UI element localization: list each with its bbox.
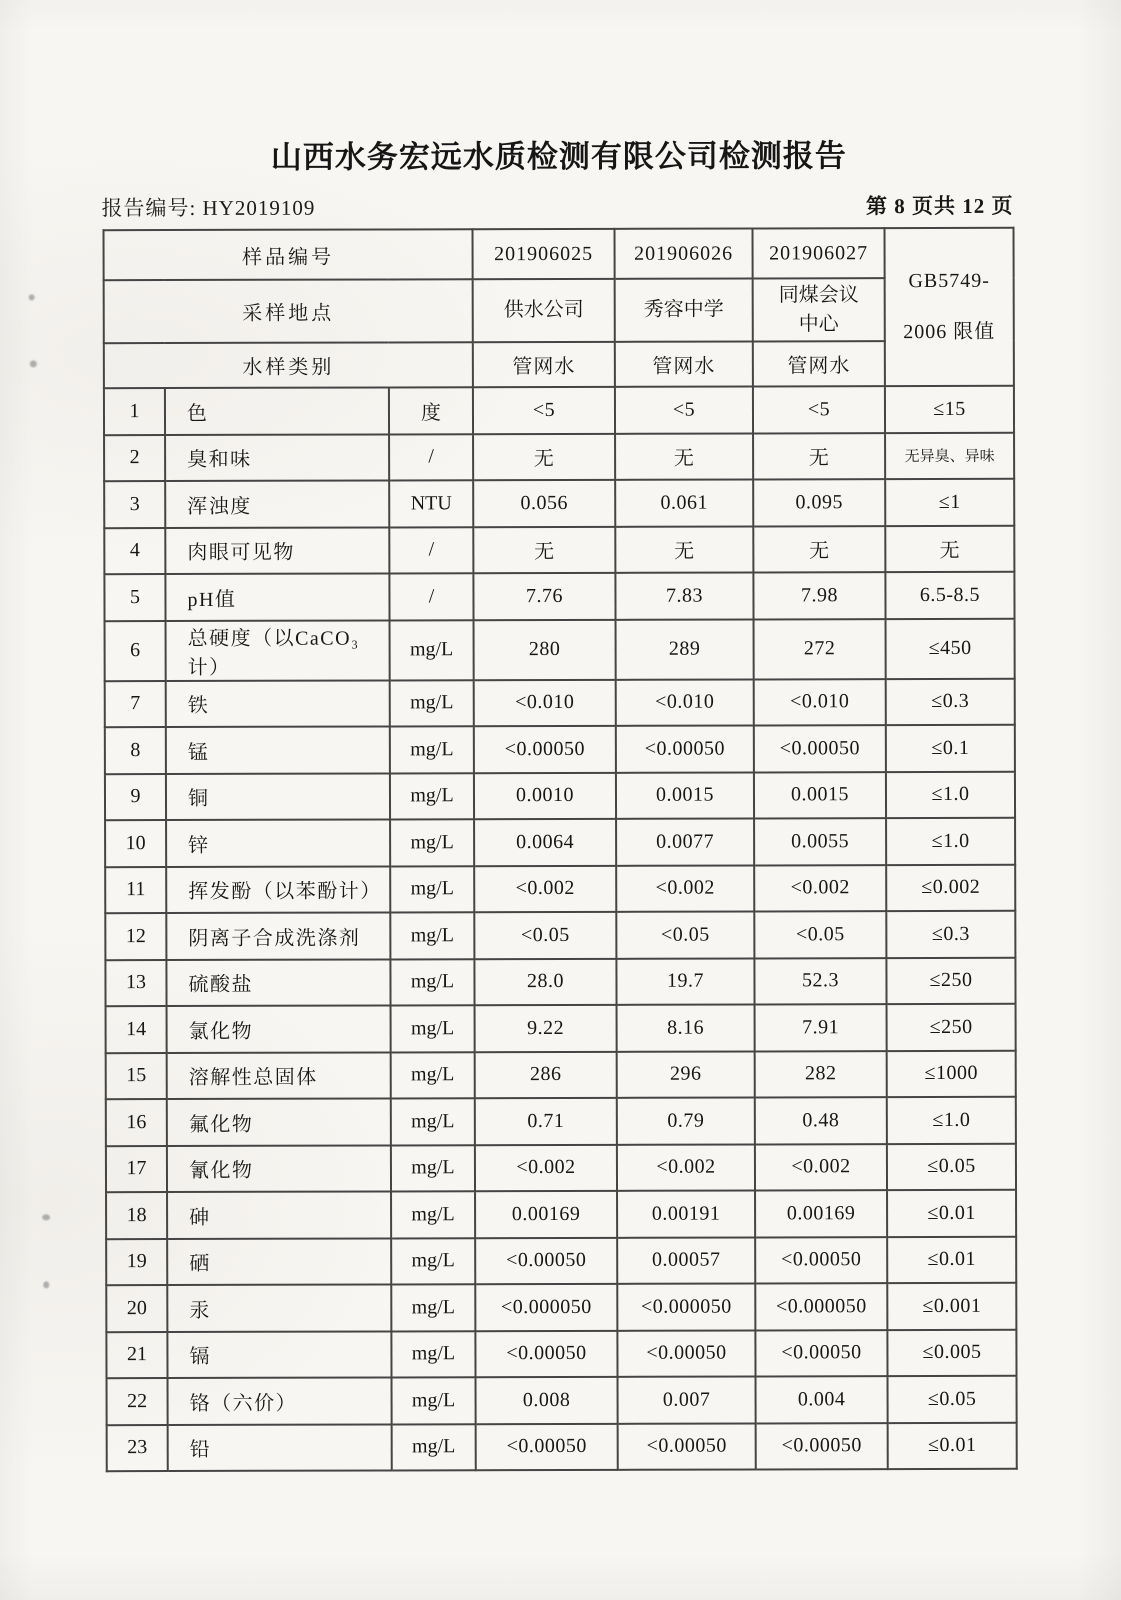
sample1-value-cell: <0.00050 bbox=[475, 1330, 617, 1377]
row-number-cell: 9 bbox=[105, 774, 166, 821]
limit-header-cell: GB5749- 2006 限值 bbox=[885, 228, 1014, 386]
param-name-cell: 砷 bbox=[167, 1191, 391, 1238]
row-number-cell: 22 bbox=[107, 1378, 168, 1425]
param-unit-cell: mg/L bbox=[390, 773, 474, 820]
param-name-cell: 挥发酚（以苯酚计） bbox=[166, 866, 390, 913]
param-unit-cell: mg/L bbox=[391, 1005, 475, 1052]
row-number-cell: 6 bbox=[105, 621, 166, 681]
table-row bbox=[106, 1143, 1016, 1192]
sample1-value-cell: 0.00169 bbox=[475, 1191, 617, 1238]
param-name-cell: 汞 bbox=[167, 1284, 391, 1331]
water-type-label-cell: 水样类别 bbox=[104, 342, 473, 388]
sample3-value-cell: <0.000050 bbox=[755, 1283, 887, 1330]
row-number-cell: 15 bbox=[106, 1053, 167, 1100]
sample2-value-cell: <0.00050 bbox=[616, 725, 754, 772]
sample2-value-cell: <0.05 bbox=[616, 911, 754, 958]
param-unit-cell: mg/L bbox=[390, 912, 474, 959]
row-number-cell: 21 bbox=[106, 1332, 167, 1379]
sample2-value-cell: 0.007 bbox=[618, 1376, 756, 1423]
row-number-cell: 23 bbox=[107, 1425, 168, 1472]
param-unit-cell: NTU bbox=[389, 480, 473, 527]
sample3-value-cell: <0.002 bbox=[754, 865, 886, 912]
sample1-value-cell: <0.00050 bbox=[474, 726, 616, 773]
param-name-cell: 总硬度（以CaCO₃计） bbox=[166, 620, 390, 681]
row-number-cell: 2 bbox=[104, 435, 165, 482]
sample2-value-cell: 无 bbox=[615, 433, 753, 480]
limit-value-cell: ≤1.0 bbox=[887, 1097, 1016, 1144]
param-unit-cell: / bbox=[389, 527, 473, 574]
report-title: 山西水务宏远水质检测有限公司检测报告 bbox=[270, 138, 847, 175]
sample1-value-cell: 0.008 bbox=[476, 1377, 618, 1424]
limit-value-cell: ≤1.0 bbox=[886, 818, 1015, 865]
table-row bbox=[106, 1050, 1016, 1099]
sample2-value-cell: 0.00057 bbox=[617, 1237, 755, 1284]
sample2-value-cell: 0.061 bbox=[615, 479, 753, 526]
row-number-cell: 14 bbox=[106, 1006, 167, 1053]
table-row bbox=[106, 1283, 1016, 1332]
sample1-location-cell: 供水公司 bbox=[473, 279, 615, 342]
sample1-value-cell: 0.71 bbox=[475, 1098, 617, 1145]
sample3-value-cell: <0.00050 bbox=[755, 1330, 887, 1377]
sample1-value-cell: 0.0064 bbox=[474, 819, 616, 866]
sample2-type-cell: 管网水 bbox=[615, 341, 753, 386]
sample1-value-cell: <0.05 bbox=[474, 912, 616, 959]
table-row bbox=[106, 1004, 1016, 1053]
param-name-cell: 氰化物 bbox=[167, 1145, 391, 1192]
row-number-cell: 17 bbox=[106, 1146, 167, 1193]
sample3-value-cell: 52.3 bbox=[754, 958, 886, 1005]
sample1-value-cell: <0.00050 bbox=[476, 1423, 618, 1470]
sample3-value-cell: 0.0015 bbox=[754, 772, 886, 819]
sample3-value-cell: 无 bbox=[753, 433, 885, 480]
param-unit-cell: mg/L bbox=[391, 1284, 475, 1331]
sample3-value-cell: 282 bbox=[755, 1051, 887, 1098]
row-number-cell: 16 bbox=[106, 1099, 167, 1146]
table-row bbox=[105, 818, 1015, 867]
sample1-value-cell: <0.002 bbox=[474, 865, 616, 912]
row-number-cell: 3 bbox=[104, 481, 165, 528]
table-row bbox=[104, 572, 1014, 621]
row-number-cell: 7 bbox=[105, 681, 166, 728]
row-number-cell: 4 bbox=[104, 528, 165, 575]
param-unit-cell: mg/L bbox=[390, 726, 474, 773]
table-row bbox=[105, 725, 1015, 774]
header-row-sample-id bbox=[104, 228, 1014, 280]
table-row bbox=[106, 1236, 1016, 1285]
sample2-value-cell: 7.83 bbox=[615, 572, 753, 619]
param-name-cell: 溶解性总固体 bbox=[167, 1052, 391, 1099]
table-row bbox=[105, 618, 1015, 680]
table-row bbox=[105, 957, 1015, 1006]
sample1-value-cell: 无 bbox=[473, 433, 615, 480]
table-row bbox=[106, 1190, 1016, 1239]
param-name-cell: 镉 bbox=[167, 1331, 391, 1378]
param-unit-cell: mg/L bbox=[390, 680, 474, 727]
sample2-value-cell: <0.000050 bbox=[617, 1283, 755, 1330]
row-number-cell: 18 bbox=[106, 1192, 167, 1239]
sample3-value-cell: 0.00169 bbox=[755, 1190, 887, 1237]
table-row bbox=[104, 525, 1014, 574]
location-label-cell: 采样地点 bbox=[104, 279, 473, 343]
row-number-cell: 5 bbox=[104, 574, 165, 621]
sample-id-label-cell: 样品编号 bbox=[104, 229, 473, 280]
row-number-cell: 11 bbox=[105, 867, 166, 914]
table-row bbox=[105, 771, 1015, 820]
sample2-value-cell: <5 bbox=[615, 386, 753, 433]
param-unit-cell: mg/L bbox=[391, 1331, 475, 1378]
row-number-cell: 8 bbox=[105, 727, 166, 774]
table-row bbox=[105, 864, 1015, 913]
sample3-value-cell: 7.98 bbox=[753, 572, 885, 619]
sample1-value-cell: <0.010 bbox=[474, 679, 616, 726]
sample1-value-cell: <0.000050 bbox=[475, 1284, 617, 1331]
limit-value-cell: 无 bbox=[885, 525, 1014, 572]
row-number-cell: 19 bbox=[106, 1239, 167, 1286]
table-row bbox=[106, 1097, 1016, 1146]
param-name-cell: 锌 bbox=[166, 819, 390, 866]
sample1-value-cell: 286 bbox=[475, 1051, 617, 1098]
param-unit-cell: / bbox=[389, 434, 473, 481]
sample3-value-cell: <0.00050 bbox=[754, 725, 886, 772]
param-name-cell: 肉眼可见物 bbox=[165, 527, 389, 574]
param-name-cell: 氯化物 bbox=[167, 1005, 391, 1052]
row-number-cell: 1 bbox=[104, 388, 165, 435]
param-unit-cell: mg/L bbox=[391, 1238, 475, 1285]
sample2-value-cell: <0.00050 bbox=[617, 1330, 755, 1377]
param-unit-cell: mg/L bbox=[390, 819, 474, 866]
param-name-cell: pH值 bbox=[165, 573, 389, 620]
sample1-value-cell: 280 bbox=[474, 619, 616, 679]
param-unit-cell: mg/L bbox=[392, 1424, 476, 1471]
sample2-value-cell: 8.16 bbox=[617, 1004, 755, 1051]
sample2-value-cell: <0.002 bbox=[617, 1144, 755, 1191]
sample3-value-cell: 272 bbox=[754, 619, 886, 679]
header-row-water-type bbox=[104, 341, 1014, 388]
report-meta-row bbox=[101, 190, 1013, 222]
limit-value-cell: ≤1.0 bbox=[886, 771, 1015, 818]
row-number-cell: 10 bbox=[105, 820, 166, 867]
report-number: 报告编号: HY2019109 bbox=[101, 195, 316, 221]
sample1-id-cell: 201906025 bbox=[473, 229, 615, 279]
sample3-id-cell: 201906027 bbox=[753, 228, 885, 278]
param-name-cell: 阴离子合成洗涤剂 bbox=[166, 912, 390, 959]
sample3-value-cell: <5 bbox=[753, 386, 885, 433]
param-name-cell: 硫酸盐 bbox=[166, 959, 390, 1006]
param-name-cell: 臭和味 bbox=[165, 434, 389, 481]
param-name-cell: 浑浊度 bbox=[165, 480, 389, 527]
limit-value-cell: ≤0.002 bbox=[886, 864, 1015, 911]
sample2-value-cell: 0.0015 bbox=[616, 772, 754, 819]
scan-speck bbox=[29, 294, 35, 300]
table-row bbox=[104, 386, 1014, 435]
sample3-value-cell: <0.00050 bbox=[756, 1423, 888, 1470]
param-name-cell: 氟化物 bbox=[167, 1098, 391, 1145]
sample3-value-cell: <0.00050 bbox=[755, 1237, 887, 1284]
sample1-value-cell: 无 bbox=[473, 526, 615, 573]
sample1-value-cell: 0.0010 bbox=[474, 772, 616, 819]
sample2-value-cell: 0.0077 bbox=[616, 818, 754, 865]
sample3-value-cell: 0.0055 bbox=[754, 818, 886, 865]
sample1-value-cell: <0.002 bbox=[475, 1144, 617, 1191]
row-number-cell: 13 bbox=[105, 960, 166, 1007]
limit-value-cell: ≤0.05 bbox=[888, 1376, 1017, 1423]
limit-value-cell: ≤0.3 bbox=[886, 678, 1015, 725]
limit-value-cell: ≤250 bbox=[887, 1004, 1016, 1051]
param-unit-cell: mg/L bbox=[391, 1098, 475, 1145]
sample1-value-cell: 7.76 bbox=[473, 573, 615, 620]
sample3-value-cell: <0.05 bbox=[754, 911, 886, 958]
limit-value-cell: ≤0.01 bbox=[888, 1422, 1017, 1469]
limit-value-cell: 6.5-8.5 bbox=[885, 572, 1014, 619]
sample2-value-cell: 0.00191 bbox=[617, 1190, 755, 1237]
sample2-id-cell: 201906026 bbox=[615, 228, 753, 278]
param-unit-cell: mg/L bbox=[390, 866, 474, 913]
sample3-value-cell: 无 bbox=[753, 526, 885, 573]
scan-speck bbox=[42, 1214, 50, 1220]
param-name-cell: 锰 bbox=[166, 726, 390, 773]
sample2-value-cell: 289 bbox=[616, 619, 754, 679]
sample3-type-cell: 管网水 bbox=[753, 341, 885, 386]
table-row bbox=[107, 1376, 1017, 1425]
sample1-value-cell: <5 bbox=[473, 387, 615, 434]
sample1-value-cell: 0.056 bbox=[473, 480, 615, 527]
sample1-type-cell: 管网水 bbox=[473, 342, 615, 387]
limit-value-cell: ≤1 bbox=[885, 479, 1014, 526]
sample2-value-cell: <0.00050 bbox=[618, 1423, 756, 1470]
table-row bbox=[104, 479, 1014, 528]
sample2-location-cell: 秀容中学 bbox=[615, 278, 753, 341]
table-row bbox=[105, 678, 1015, 727]
sample3-location-cell: 同煤会议 中心 bbox=[753, 278, 885, 341]
sample3-value-cell: <0.002 bbox=[755, 1144, 887, 1191]
sample3-value-cell: <0.010 bbox=[754, 679, 886, 726]
sample3-value-cell: 7.91 bbox=[755, 1004, 887, 1051]
scan-speck bbox=[43, 1281, 49, 1288]
row-number-cell: 12 bbox=[105, 913, 166, 960]
row-number-cell: 20 bbox=[106, 1285, 167, 1332]
table-row bbox=[106, 1329, 1016, 1378]
limit-value-cell: ≤0.001 bbox=[887, 1283, 1016, 1330]
header-row-location bbox=[104, 278, 1014, 343]
results-table bbox=[103, 227, 1018, 1472]
limit-value-cell: ≤0.01 bbox=[887, 1236, 1016, 1283]
page-indicator: 第 8 页共 12 页 bbox=[865, 193, 1014, 219]
param-name-cell: 铁 bbox=[166, 680, 390, 727]
sample3-value-cell: 0.095 bbox=[753, 479, 885, 526]
param-name-cell: 铜 bbox=[166, 773, 390, 820]
sample3-value-cell: 0.48 bbox=[755, 1097, 887, 1144]
limit-value-cell: ≤0.05 bbox=[887, 1143, 1016, 1190]
limit-value-cell: ≤1000 bbox=[887, 1050, 1016, 1097]
sample2-value-cell: <0.002 bbox=[616, 865, 754, 912]
table-row bbox=[104, 432, 1014, 481]
limit-value-cell: ≤0.3 bbox=[886, 911, 1015, 958]
sample2-value-cell: <0.010 bbox=[616, 679, 754, 726]
param-unit-cell: / bbox=[389, 573, 473, 620]
limit-value-cell: ≤450 bbox=[886, 618, 1015, 678]
param-unit-cell: mg/L bbox=[390, 959, 474, 1006]
table-row bbox=[105, 911, 1015, 960]
limit-value-cell: ≤0.005 bbox=[887, 1329, 1016, 1376]
param-unit-cell: mg/L bbox=[391, 1191, 475, 1238]
sample3-value-cell: 0.004 bbox=[756, 1376, 888, 1423]
param-name-cell: 色 bbox=[165, 387, 389, 434]
limit-value-cell: ≤0.01 bbox=[887, 1190, 1016, 1237]
sample1-value-cell: 9.22 bbox=[475, 1005, 617, 1052]
table-row bbox=[107, 1422, 1017, 1471]
param-unit-cell: mg/L bbox=[392, 1377, 476, 1424]
param-unit-cell: mg/L bbox=[390, 620, 474, 680]
limit-value-cell: 无异臭、异味 bbox=[885, 432, 1014, 479]
sample2-value-cell: 0.79 bbox=[617, 1097, 755, 1144]
sample2-value-cell: 296 bbox=[617, 1051, 755, 1098]
limit-value-cell: ≤15 bbox=[885, 386, 1014, 433]
scan-speck bbox=[30, 360, 37, 367]
sample2-value-cell: 19.7 bbox=[616, 958, 754, 1005]
sample1-value-cell: <0.00050 bbox=[475, 1237, 617, 1284]
param-unit-cell: mg/L bbox=[391, 1052, 475, 1099]
param-name-cell: 铬（六价） bbox=[168, 1377, 392, 1424]
param-name-cell: 硒 bbox=[167, 1238, 391, 1285]
limit-value-cell: ≤250 bbox=[886, 957, 1015, 1004]
sample2-value-cell: 无 bbox=[615, 526, 753, 573]
limit-value-cell: ≤0.1 bbox=[886, 725, 1015, 772]
param-name-cell: 铅 bbox=[168, 1424, 392, 1471]
sample1-value-cell: 28.0 bbox=[474, 958, 616, 1005]
param-unit-cell: 度 bbox=[389, 387, 473, 434]
param-unit-cell: mg/L bbox=[391, 1145, 475, 1192]
